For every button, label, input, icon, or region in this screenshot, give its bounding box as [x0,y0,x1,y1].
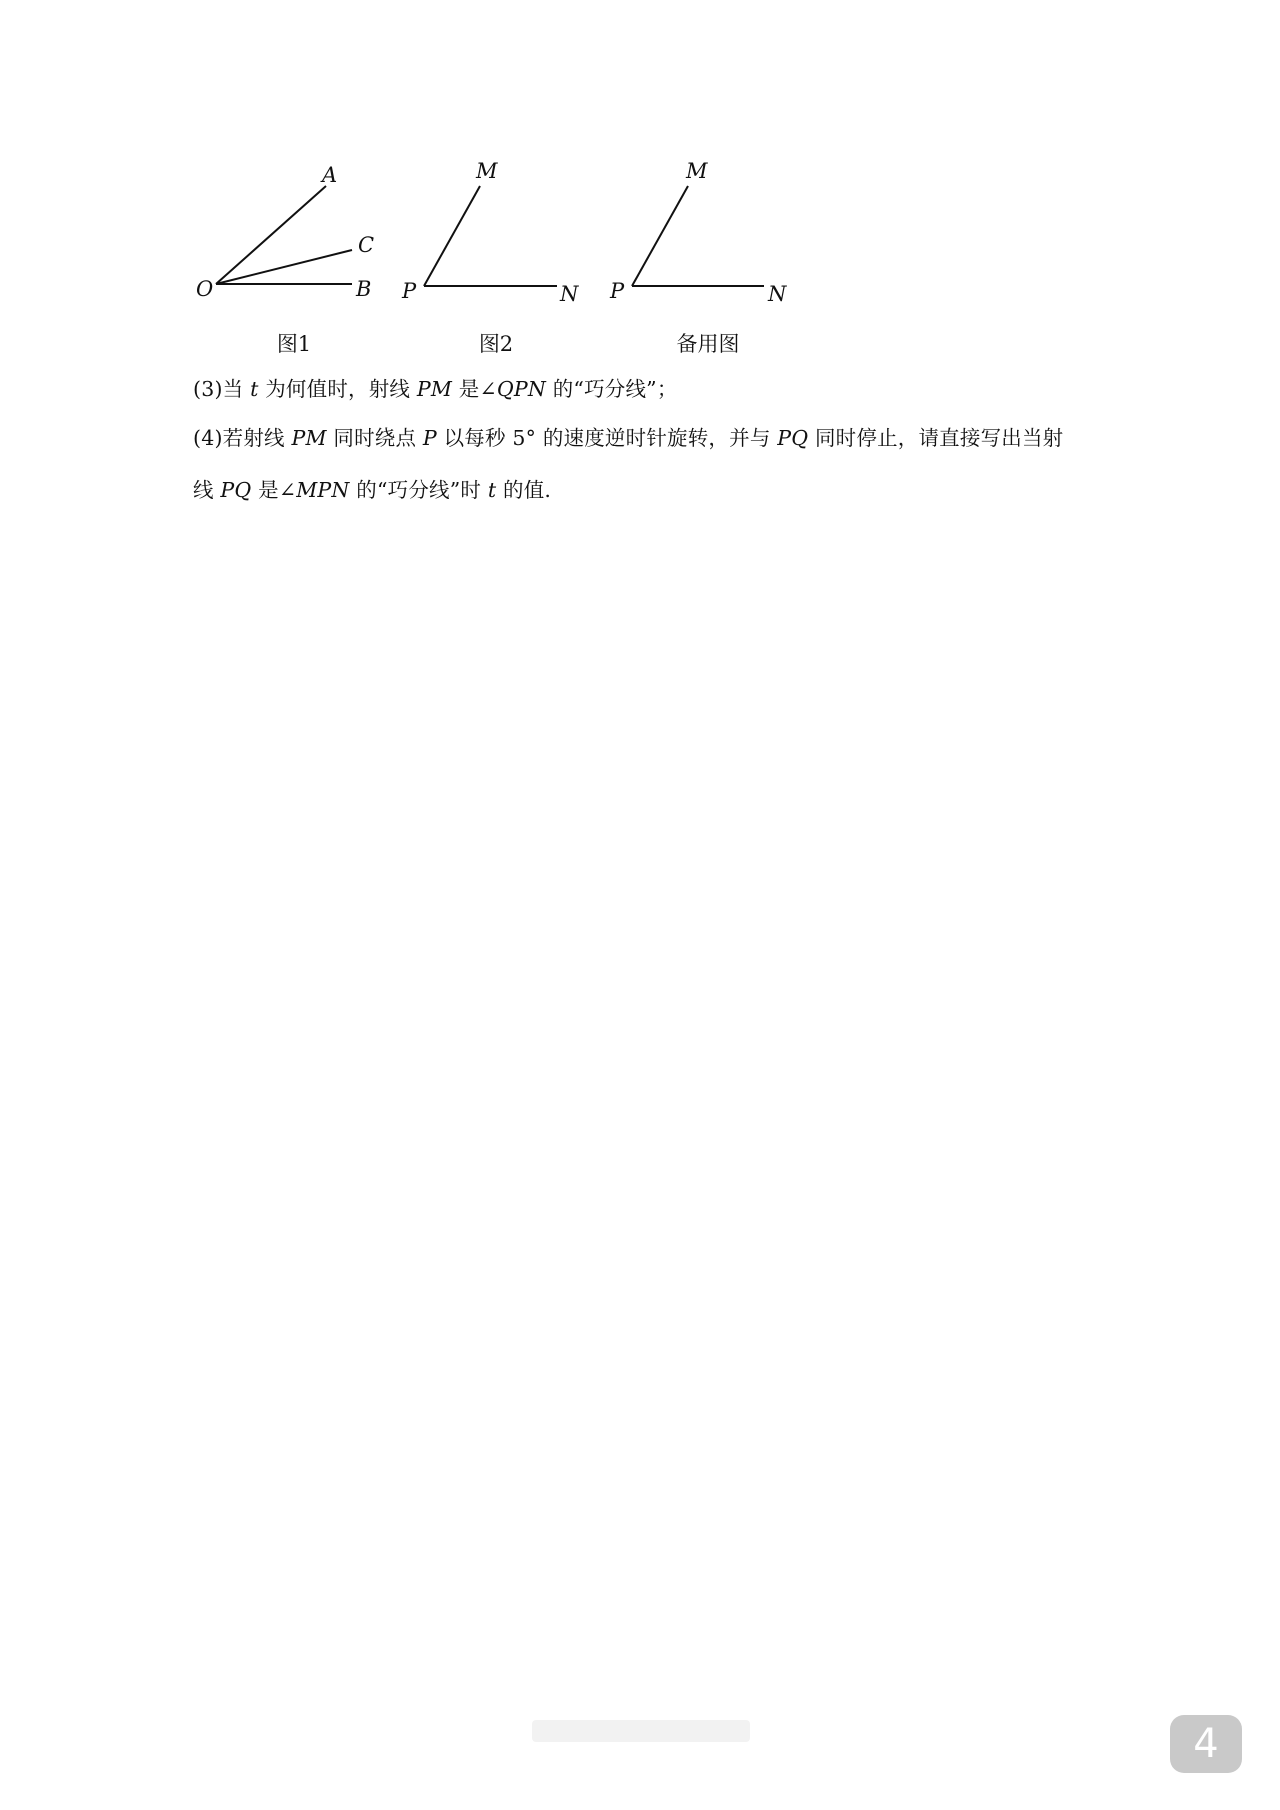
figure-1-caption: 图1 [276,332,312,356]
q4-text: 的值. [496,478,552,502]
q4-text: 是∠ [251,478,297,502]
q3-text: 是∠ [452,377,497,401]
watermark-bar [532,1720,750,1742]
figure-2-caption: 图2 [478,332,514,356]
var-p: P [422,426,437,450]
point-label-p: P [402,279,417,303]
var-pq: PQ [220,478,252,502]
figure-2 [424,186,557,286]
point-label-m-spare: M [686,159,708,183]
ray-pm [424,186,480,286]
figure-spare-caption: 备用图 [676,332,740,356]
var-pq: PQ [777,426,809,450]
q4-text: 线 [193,478,221,502]
var-t: t [250,377,259,401]
figure-1 [216,186,352,284]
ray-pm-spare [632,186,688,286]
question-4-line-1 [193,421,1063,451]
page-number-badge: 4 [1170,1715,1242,1773]
q4-text: (4)若射线 [193,426,292,450]
question-4-line-2 [193,473,551,503]
var-pm: PM [416,377,453,401]
q4-text: 同时绕点 [326,426,423,450]
figures-area [0,0,1280,400]
q4-text: 同时停止，请直接写出当射 [808,426,1064,450]
point-label-b: B [356,277,372,301]
question-3 [193,372,678,402]
q3-text: 的“巧分线”； [545,377,678,401]
point-label-a: A [322,163,338,187]
q3-text: 为何值时，射线 [258,377,417,401]
var-pm: PM [291,426,327,450]
point-label-p-spare: P [610,279,625,303]
point-label-n: N [560,282,579,306]
point-label-o: O [196,277,214,301]
q3-text: (3)当 [193,377,251,401]
var-qpn: QPN [496,377,546,401]
var-t: t [487,478,497,502]
figure-spare [632,186,764,286]
q4-text: 以每秒 5° 的速度逆时针旋转，并与 [436,426,778,450]
point-label-n-spare: N [768,282,787,306]
point-label-c: C [358,233,375,257]
var-mpn: MPN [296,478,350,502]
point-label-m: M [476,159,498,183]
q4-text: 的“巧分线”时 [349,478,488,502]
